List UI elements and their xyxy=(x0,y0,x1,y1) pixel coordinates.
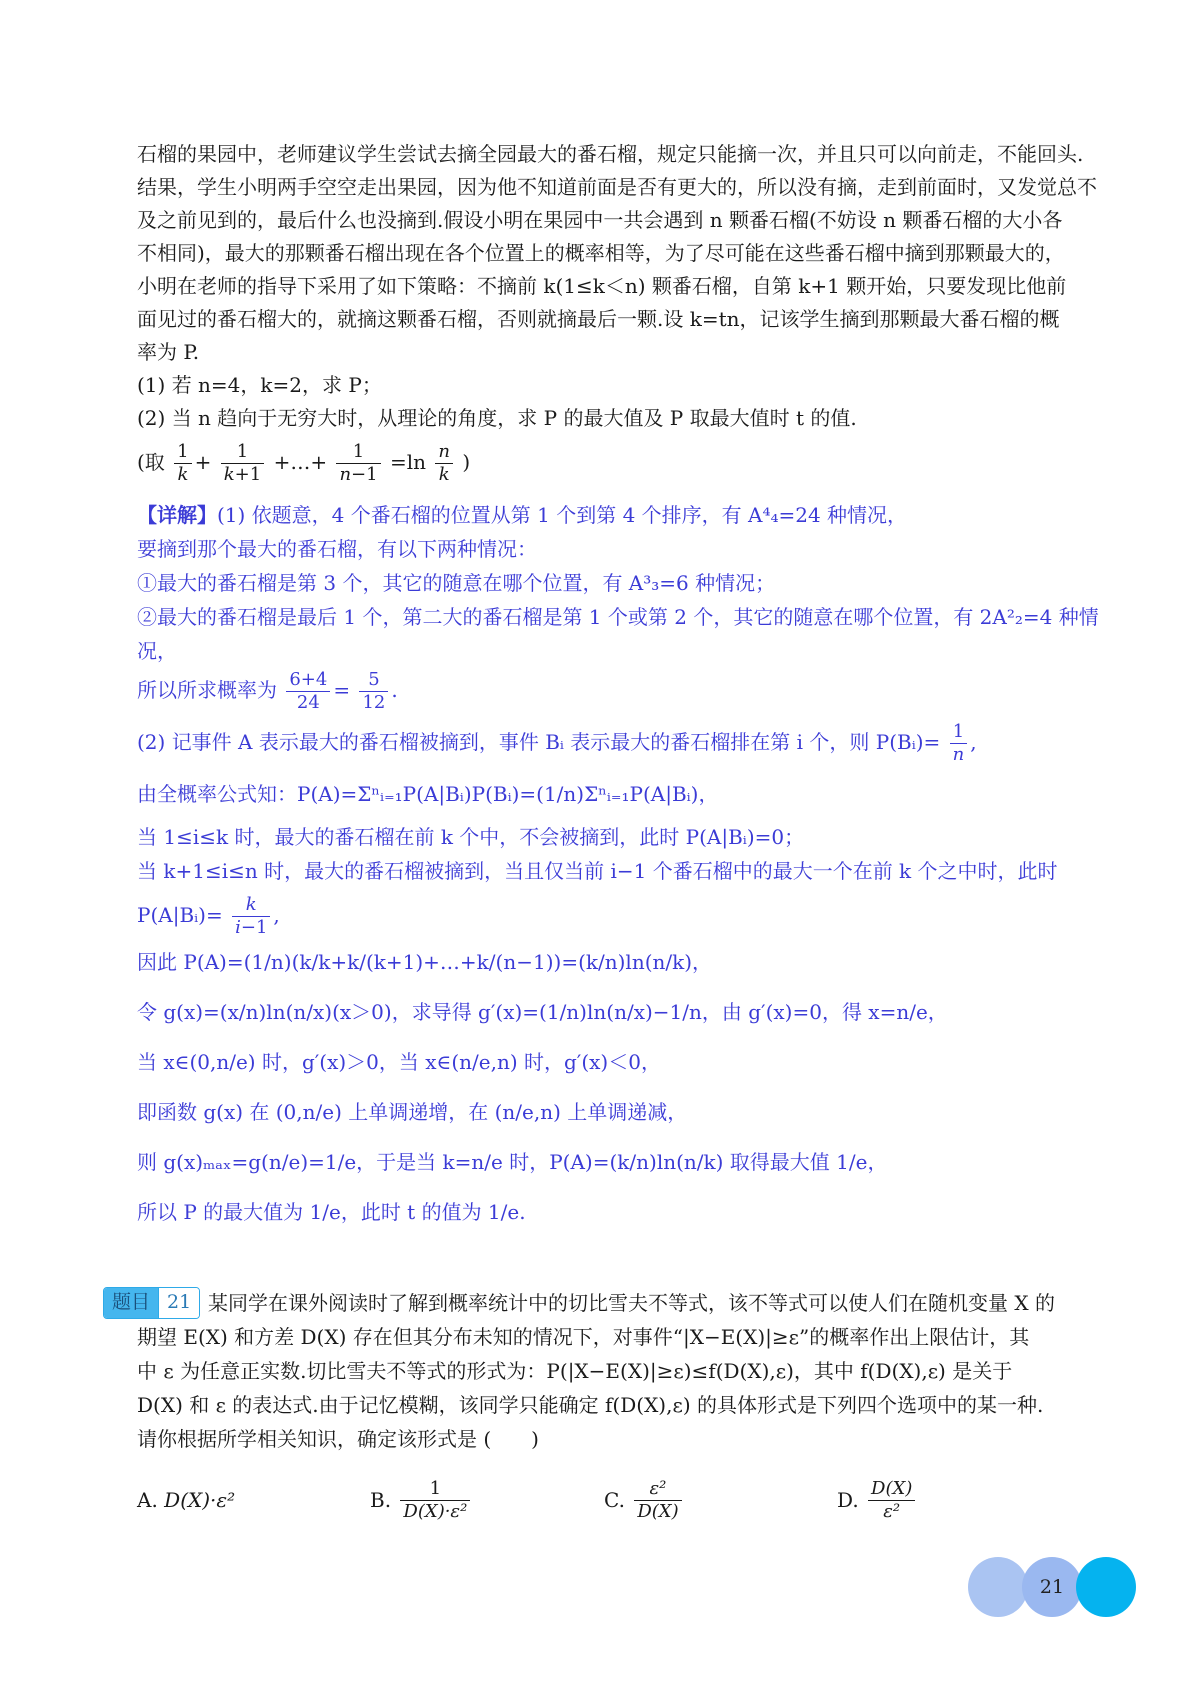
solution-line-2: 要摘到那个最大的番石榴，有以下两种情况： xyxy=(137,537,537,561)
option-b-num: 1 xyxy=(400,1478,470,1501)
solution-line-8: 由全概率公式知：P(A)=Σⁿᵢ₌₁P(A|Bᵢ)P(Bᵢ)=(1/n)Σⁿᵢ₌₁P(A|Bᵢ)， xyxy=(137,782,719,806)
question-line-5: 请你根据所学相关知识，确定该形式是 ( ) xyxy=(137,1427,539,1451)
prob-frac-1: $\frac{6+4}{24}$ xyxy=(286,669,330,714)
solution-line-12: 因此 P(A)=(1/n)(k/k+k/(k+1)+…+k/(n−1))=(k/n)ln(n/k)， xyxy=(137,950,713,974)
question-tag-number: 21 xyxy=(158,1288,199,1318)
hint-frac-3: $\frac{1}{n-1}$ xyxy=(336,441,380,486)
solution-text-1: (1) 依题意，4 个番石榴的位置从第 1 个到第 4 个排序，有 A⁴₄=24 种情况， xyxy=(217,503,908,527)
answer-options xyxy=(137,1470,1080,1530)
question-line-1: 某同学在课外阅读时了解到概率统计中的切比雪夫不等式，该不等式可以使人们在随机变量 X 的 xyxy=(208,1291,1055,1315)
option-d-den: ε² xyxy=(883,1500,901,1522)
solution-text-7: (2) 记事件 A 表示最大的番石榴被摘到，事件 Bᵢ 表示最大的番石榴排在第 i 个，则 P(Bᵢ)= xyxy=(137,730,941,754)
problem-hint: (取 $\frac{1}{k}$ + $\frac{1}{k+1}$ +…+ $\frac{1}{n-1}$ =ln $\frac{n}{k}$ ) xyxy=(137,441,471,485)
solution-line-14: 当 x∈(0,n/e) 时，g′(x)＞0，当 x∈(n/e,n) 时，g′(x)＜0， xyxy=(137,1050,661,1074)
option-c-label: C. xyxy=(604,1488,625,1512)
option-d-label: D. xyxy=(837,1488,859,1512)
solution-line-3: ①最大的番石榴是第 3 个，其它的随意在哪个位置，有 A³₃=6 种情况； xyxy=(137,571,776,595)
solution-line-11: P(A|Bᵢ)= $\frac{k}{i-1}$ , xyxy=(137,894,280,938)
problem-line-1: 石榴的果园中，老师建议学生尝试去摘全园最大的番石榴，规定只能摘一次，并且只可以向前走，不能回头. xyxy=(137,142,1084,166)
option-a-label: A. xyxy=(137,1488,158,1512)
question-tag xyxy=(103,1287,200,1319)
solution-line-10: 当 k+1≤i≤n 时，最大的番石榴被摘到，当且仅当前 i−1 个番石榴中的最大一个在前 k 个之中时，此时 xyxy=(137,859,1058,883)
option-c-num: ε² xyxy=(634,1478,681,1501)
hint-prefix: (取 xyxy=(137,450,165,474)
problem-part-1: (1) 若 n=4，k=2，求 P； xyxy=(137,373,382,397)
option-b-frac xyxy=(400,1478,470,1523)
solution-line-4: ②最大的番石榴是最后 1 个，第二大的番石榴是第 1 个或第 2 个，其它的随意在哪个位置，有 2A²₂=4 种情 xyxy=(137,605,1099,629)
solution-line-13: 令 g(x)=(x/n)ln(n/x)(x＞0)，求导得 g′(x)=(1/n)ln(n/x)−1/n，由 g′(x)=0，得 x=n/e， xyxy=(137,1000,948,1024)
hint-frac-1: $\frac{1}{k}$ xyxy=(174,441,191,486)
problem-line-6: 面见过的番石榴大的，就摘这颗番石榴，否则就摘最后一颗.设 k=tn，记该学生摘到那颗最大番石榴的概 xyxy=(137,307,1060,331)
problem-line-5: 小明在老师的指导下采用了如下策略：不摘前 k(1≤k＜n) 颗番石榴，自第 k+1 颗开始，只要发现比他前 xyxy=(137,274,1067,298)
page-circle-left xyxy=(968,1557,1028,1617)
option-b-label: B. xyxy=(370,1488,392,1512)
problem-line-3: 及之前见到的，最后什么也没摘到.假设小明在果园中一共会遇到 n 颗番石榴(不妨设 n 颗番石榴的大小各 xyxy=(137,208,1063,232)
solution-text-11: P(A|Bᵢ)= xyxy=(137,903,223,927)
hint-close: ) xyxy=(462,450,471,474)
prob-frac-2: $\frac{5}{12}$ xyxy=(359,669,388,714)
page-number: 21 xyxy=(1039,1576,1065,1598)
option-d-num: D(X) xyxy=(868,1478,915,1501)
pb-frac: $\frac{1}{n}$ xyxy=(950,721,968,766)
solution-line-5: 况， xyxy=(137,639,177,663)
solution-line-15: 即函数 g(x) 在 (0,n/e) 上单调递增，在 (n/e,n) 上单调递减， xyxy=(137,1100,688,1124)
option-c-frac xyxy=(634,1478,681,1523)
hint-ellipsis: +…+ xyxy=(273,450,328,474)
option-a[interactable] xyxy=(137,1470,235,1530)
problem-line-2: 结果，学生小明两手空空走出果园，因为他不知道前面是否有更大的，所以没有摘，走到前面时，又发觉总不 xyxy=(137,175,1097,199)
solution-line-6: 所以所求概率为 $\frac{6+4}{24}$ = $\frac{5}{12}$ . xyxy=(137,669,398,713)
question-line-2: 期望 E(X) 和方差 D(X) 存在但其分布未知的情况下，对事件“|X−E(X)|≥ε”的概率作出上限估计，其 xyxy=(137,1325,1030,1349)
question-line-3: 中 ε 为任意正实数.切比雪夫不等式的形式为：P(|X−E(X)|≥ε)≤f(D(X),ε)，其中 f(D(X),ε) 是关于 xyxy=(137,1359,1013,1383)
hint-frac-2: $\frac{1}{k+1}$ xyxy=(221,441,264,486)
option-b[interactable] xyxy=(370,1470,473,1530)
question-tag-label: 题目 xyxy=(104,1288,158,1318)
option-d[interactable] xyxy=(837,1470,918,1530)
solution-line-1 xyxy=(137,500,1080,530)
hint-ln: =ln xyxy=(389,450,426,474)
problem-part-2: (2) 当 n 趋向于无穷大时，从理论的角度，求 P 的最大值及 P 取最大值时 t 的值. xyxy=(137,406,857,430)
option-c[interactable] xyxy=(604,1470,685,1530)
page-number-badge xyxy=(968,1557,1140,1617)
solution-line-7: (2) 记事件 A 表示最大的番石榴被摘到，事件 Bᵢ 表示最大的番石榴排在第 i 个，则 P(Bᵢ)= $\frac{1}{n}$ , xyxy=(137,721,977,765)
problem-line-7: 率为 P. xyxy=(137,340,200,364)
option-d-frac xyxy=(868,1478,915,1523)
solution-line-16: 则 g(x)ₘₐₓ=g(n/e)=1/e，于是当 k=n/e 时，P(A)=(k/n)ln(n/k) 取得最大值 1/e， xyxy=(137,1150,888,1174)
hint-frac-4: $\frac{n}{k}$ xyxy=(435,441,453,486)
option-c-den: D(X) xyxy=(637,1500,679,1522)
pab-frac: $\frac{k}{i-1}$ xyxy=(232,894,270,939)
option-a-text: D(X)·ε² xyxy=(164,1488,236,1512)
solution-tag: 【详解】 xyxy=(137,503,217,527)
option-b-den: D(X)·ε² xyxy=(403,1500,468,1522)
solution-line-9: 当 1≤i≤k 时，最大的番石榴在前 k 个中，不会被摘到，此时 P(A|Bᵢ)=0； xyxy=(137,825,805,849)
solution-line-17: 所以 P 的最大值为 1/e，此时 t 的值为 1/e. xyxy=(137,1200,526,1224)
problem-line-4: 不相同)，最大的那颗番石榴出现在各个位置上的概率相等，为了尽可能在这些番石榴中摘到那颗最大的， xyxy=(137,241,1065,265)
page-circle-right xyxy=(1076,1557,1136,1617)
solution-text-6: 所以所求概率为 xyxy=(137,678,277,702)
question-line-4: D(X) 和 ε 的表达式.由于记忆模糊，该同学只能确定 f(D(X),ε) 的具体形式是下列四个选项中的某一种. xyxy=(137,1393,1044,1417)
